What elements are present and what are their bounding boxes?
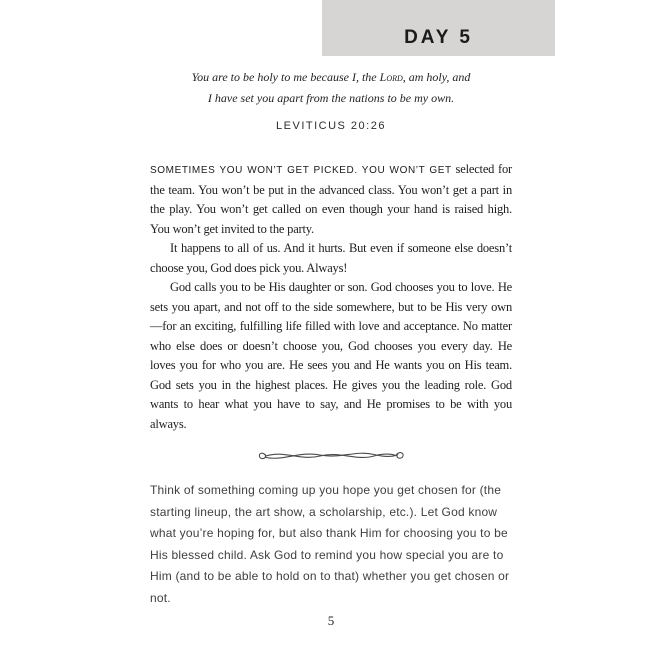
verse-line1-pre: You are to be holy to me because I, the [191, 70, 380, 84]
reflection-prompt: Think of something coming up you hope you get chosen for (the starting lineup, the art show, a scholarship, etc.). Let God know what you’re hoping for, but also thank Him for choosing you to be His blessed child. Ask God to remind you how special you are to Him (and to be able to hold on to that) whether you get chosen or not. [150, 483, 510, 605]
verse-line-1 [150, 67, 512, 88]
day-label: DAY 5 [404, 27, 473, 48]
devotional-paragraph-2: It happens to all of us. And it hurts. But even if someone else doesn’t choose you, God does pick you. Always! [150, 241, 512, 275]
devotional-text [150, 160, 512, 434]
devotional-paragraph-1 [150, 160, 512, 239]
page-number: 5 [327, 613, 335, 628]
flourish-divider [150, 446, 512, 466]
paragraph-lead-caps: SOMETIMES YOU WON’T GET PICKED. YOU WON’T GET [150, 165, 452, 176]
flourish-divider-icon [256, 446, 406, 466]
lord-smallcaps: Lord [379, 70, 403, 84]
verse-reference: LEVITICUS 20:26 [276, 120, 386, 132]
devotional-paragraph-3: God calls you to be His daughter or son. God chooses you to love. He sets you apart, and not off to the side somewhere, but to be His very own—for an exciting, fulfilling life filled with love and acceptance. No matter who else does or doesn’t choose you, God chooses you every day. He loves you for who you are. He sees you and He wants you on His team. God sets you in the highest places. He gives you the leading role. God wants to hear what you have to say, and He promises to be with you always. [150, 280, 512, 431]
paragraph-1-rest: selected for the team. You won’t be put in the advanced class. You won’t get a part in the play. You won’t get called on even though your hand is raised high. You won’t get invited to the party. [150, 162, 512, 236]
scripture-verse [150, 67, 512, 137]
verse-line1-post: , am holy, and [402, 70, 471, 84]
page-content [150, 0, 512, 609]
verse-line-2: I have set you apart from the nations to be my own. [207, 91, 455, 105]
